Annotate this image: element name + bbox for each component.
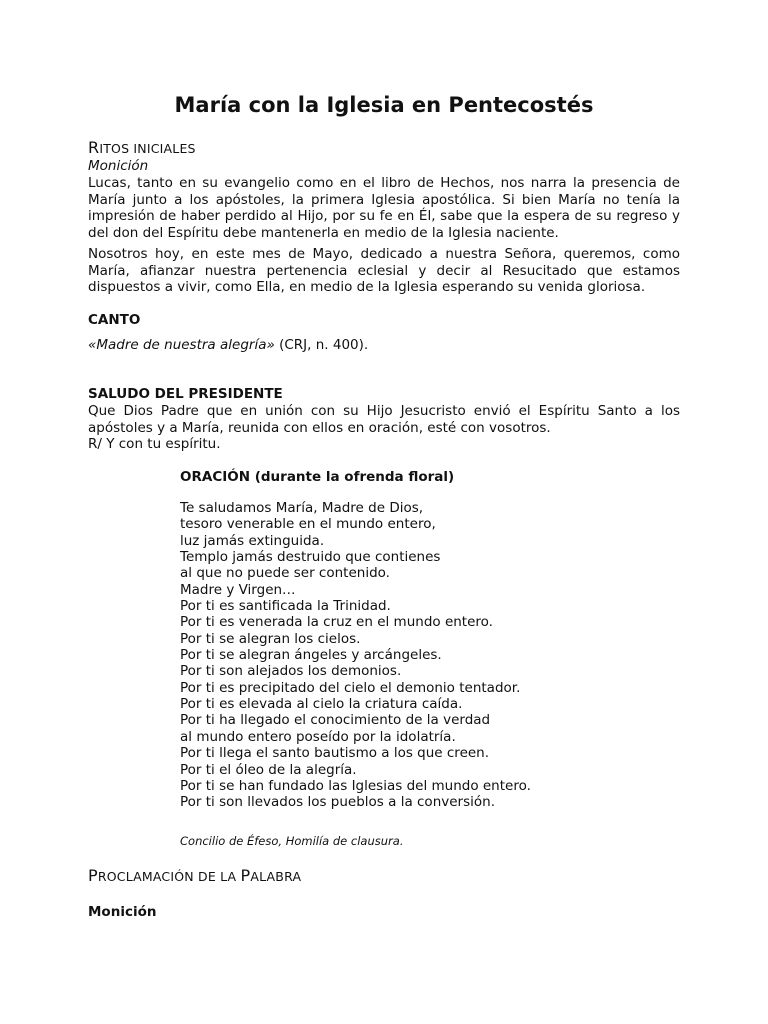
prayer-line: Por ti es santificada la Trinidad. [180,598,391,615]
oracion-heading: ORACIÓN (durante la ofrenda floral) [180,469,455,485]
heading-initial: P [88,866,98,885]
proclamacion-monicion-label: Monición [88,904,157,920]
prayer-line: Te saludamos María, Madre de Dios, [180,500,424,516]
prayer-line: al mundo entero poseído por la idolatría. [180,728,456,745]
saludo-response: R/ Y con tu espíritu. [88,436,221,452]
song-title: «Madre de nuestra alegría» [88,337,275,353]
saludo-text: Que Dios Padre que en unión con su Hijo Jesucristo envió el Espíritu Santo a los apóstoles y a María, reunida con ellos en oración, esté con vosotros. [88,403,680,436]
song-reference: (CRJ, n. 400). [274,337,369,353]
prayer-line: Por ti se alegran los cielos. [180,630,361,647]
prayer-line: Por ti se alegran ángeles y arcángeles. [180,647,442,664]
prayer-line: Por ti es elevada al cielo la criatura caída. [180,696,463,713]
prayer-line: Por ti es precipitado del cielo el demonio tentador. [180,679,521,696]
prayer-source: Concilio de Éfeso, Homilía de clausura. [180,834,404,848]
monicion-label: Monición [88,158,149,174]
canto-heading: CANTO [88,312,141,328]
prayer-line: al que no puede ser contenido. [180,565,390,582]
ritos-paragraph-2: Nosotros hoy, en este mes de Mayo, dedicado a nuestra Señora, queremos, como María, afianzar nuestra pertenencia eclesial y decir al Resucitado que estamos dispuestos a vivir, como Ella, en medio de la Iglesia esperando su venida gloriosa. [88,246,680,295]
heading-initial: R [88,138,100,157]
prayer-line: Madre y Virgen… [180,581,296,598]
heading-end: ALABRA [250,869,302,884]
prayer-line: Por ti se han fundado las Iglesias del mundo entero. [180,777,531,794]
heading-middle: ROCLAMACIÓN DE LA [97,869,241,884]
prayer-line: Por ti el óleo de la alegría. [180,761,357,778]
section-heading-ritos [88,138,196,159]
prayer-line: Por ti son llevados los pueblos a la conversión. [180,794,495,811]
prayer-line: Templo jamás destruido que contienes [180,549,441,566]
section-heading-proclamacion [88,866,301,887]
canto-line [88,337,368,354]
heading-rest: ITOS INICIALES [99,141,196,156]
prayer-line: tesoro venerable en el mundo entero, [180,516,436,533]
prayer-line: Por ti es venerada la cruz en el mundo entero. [180,614,493,631]
prayer-line: Por ti son alejados los demonios. [180,663,402,680]
saludo-heading: SALUDO DEL PRESIDENTE [88,386,283,402]
prayer-line: Por ti llega el santo bautismo a los que creen. [180,745,490,762]
prayer-line: luz jamás extinguida. [180,532,325,549]
page-title: María con la Iglesia en Pentecostés [174,93,594,117]
heading-initial-2: P [240,866,251,885]
prayer-line: Por ti ha llegado el conocimiento de la verdad [180,712,491,729]
ritos-paragraph-1: Lucas, tanto en su evangelio como en el libro de Hechos, nos narra la presencia de María junto a los apóstoles, la primera Iglesia apostólica. Si bien María no tenía la impresión de haber perdido al Hijo, por su fe en Él, sabe que la espera de su regreso y del don del Espíritu debe mantenerla en medio de la Iglesia naciente. [88,175,680,241]
prayer-lines [180,500,600,811]
